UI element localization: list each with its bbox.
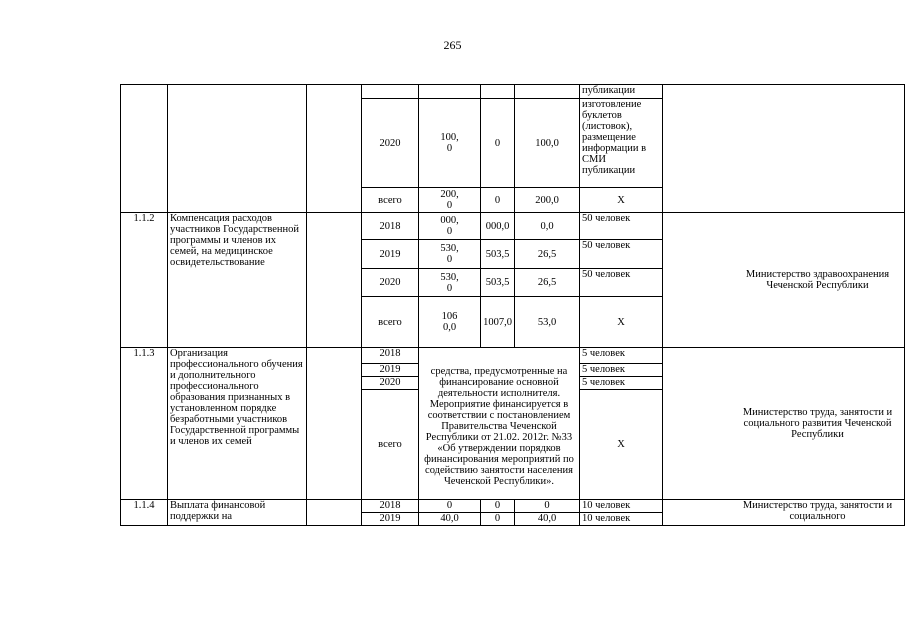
cell-indicator-cont: публикации <box>580 85 663 99</box>
cell-year: 2019 <box>362 364 419 377</box>
cell-indicator: 50 человек <box>580 240 663 269</box>
cell-year: 2018 <box>362 348 419 364</box>
cell-reg-cont <box>515 85 580 99</box>
cell-year: 2020 <box>362 99 419 188</box>
item-number: 1.1.3 <box>121 348 168 500</box>
cell-total: 0 <box>419 500 481 513</box>
cell-total: 200, 0 <box>419 188 481 213</box>
cell-total: 106 0,0 <box>419 297 481 348</box>
cell-year: всего <box>362 188 419 213</box>
cell-total: 530, 0 <box>419 240 481 269</box>
item-name: Организация профессионального обучения и дополнительного профессионального образования признанных в установленном порядке безработными участников Государственной программы и членов их семей <box>168 348 307 500</box>
item-executor: Министерство труда, занятости и социального <box>663 500 905 526</box>
cell-reg: 0,0 <box>515 213 580 240</box>
cell-col3 <box>307 348 362 500</box>
cell-indicator: Х <box>580 188 663 213</box>
item-number: 1.1.2 <box>121 213 168 348</box>
cell-year: всего <box>362 297 419 348</box>
cell-fed: 0 <box>481 500 515 513</box>
cell-fed: 0 <box>481 513 515 526</box>
cell-col3 <box>307 500 362 526</box>
cell-indicator: 10 человек <box>580 500 663 513</box>
cell-total: 40,0 <box>419 513 481 526</box>
cell-indicator: 10 человек <box>580 513 663 526</box>
cell-reg: 26,5 <box>515 240 580 269</box>
item-name: Выплата финансовой поддержки на <box>168 500 307 526</box>
cell-indicator: Х <box>580 390 663 500</box>
program-measures-table <box>120 84 905 526</box>
cell-year: всего <box>362 390 419 500</box>
cell-col3 <box>307 213 362 348</box>
cell-total: 100, 0 <box>419 99 481 188</box>
cell-total-cont <box>419 85 481 99</box>
cell-col3-cont <box>307 85 362 213</box>
cell-year-cont <box>362 85 419 99</box>
cell-indicator: 5 человек <box>580 348 663 364</box>
cell-name-cont <box>168 85 307 213</box>
item-executor: Министерство труда, занятости и социального развития Чеченской Республики <box>663 348 905 500</box>
cell-indicator: Х <box>580 297 663 348</box>
cell-total: 530, 0 <box>419 269 481 297</box>
cell-year: 2019 <box>362 513 419 526</box>
cell-fed: 503,5 <box>481 269 515 297</box>
cell-fed: 0 <box>481 99 515 188</box>
cell-indicator: 50 человек <box>580 213 663 240</box>
item-number: 1.1.4 <box>121 500 168 526</box>
cell-fed: 000,0 <box>481 213 515 240</box>
cell-year: 2020 <box>362 377 419 390</box>
cell-year: 2019 <box>362 240 419 269</box>
cell-fed: 0 <box>481 188 515 213</box>
page-number: 265 <box>443 38 462 52</box>
cell-indicator: 5 человек <box>580 364 663 377</box>
cell-reg: 40,0 <box>515 513 580 526</box>
cell-reg: 0 <box>515 500 580 513</box>
cell-year: 2018 <box>362 213 419 240</box>
cell-executor-cont <box>663 85 905 213</box>
item-financing-note: средства, предусмотренные на финансирование основной деятельности исполнителя. Мероприятие финансируется в соответствии с постановлением Правительства Чеченской Республики от 21.02. 2012г. №33 «Об утверждении порядков финансирования мероприятий по содействию занятости населения Чеченской Республики». <box>419 348 580 500</box>
cell-reg: 26,5 <box>515 269 580 297</box>
cell-total: 000, 0 <box>419 213 481 240</box>
cell-num-cont <box>121 85 168 213</box>
cell-fed: 1007,0 <box>481 297 515 348</box>
cell-indicator: 5 человек <box>580 377 663 390</box>
cell-fed: 503,5 <box>481 240 515 269</box>
cell-indicator: изготовление буклетов (листовок), размещение информации в СМИ публикации <box>580 99 663 188</box>
cell-reg: 53,0 <box>515 297 580 348</box>
cell-indicator: 50 человек <box>580 269 663 297</box>
cell-year: 2020 <box>362 269 419 297</box>
item-executor: Министерство здравоохранения Чеченской Республики <box>663 213 905 348</box>
cell-reg: 200,0 <box>515 188 580 213</box>
cell-year: 2018 <box>362 500 419 513</box>
cell-reg: 100,0 <box>515 99 580 188</box>
cell-fed-cont <box>481 85 515 99</box>
item-name: Компенсация расходов участников Государственной программы и членов их семей, на медицинское освидетельствование <box>168 213 307 348</box>
